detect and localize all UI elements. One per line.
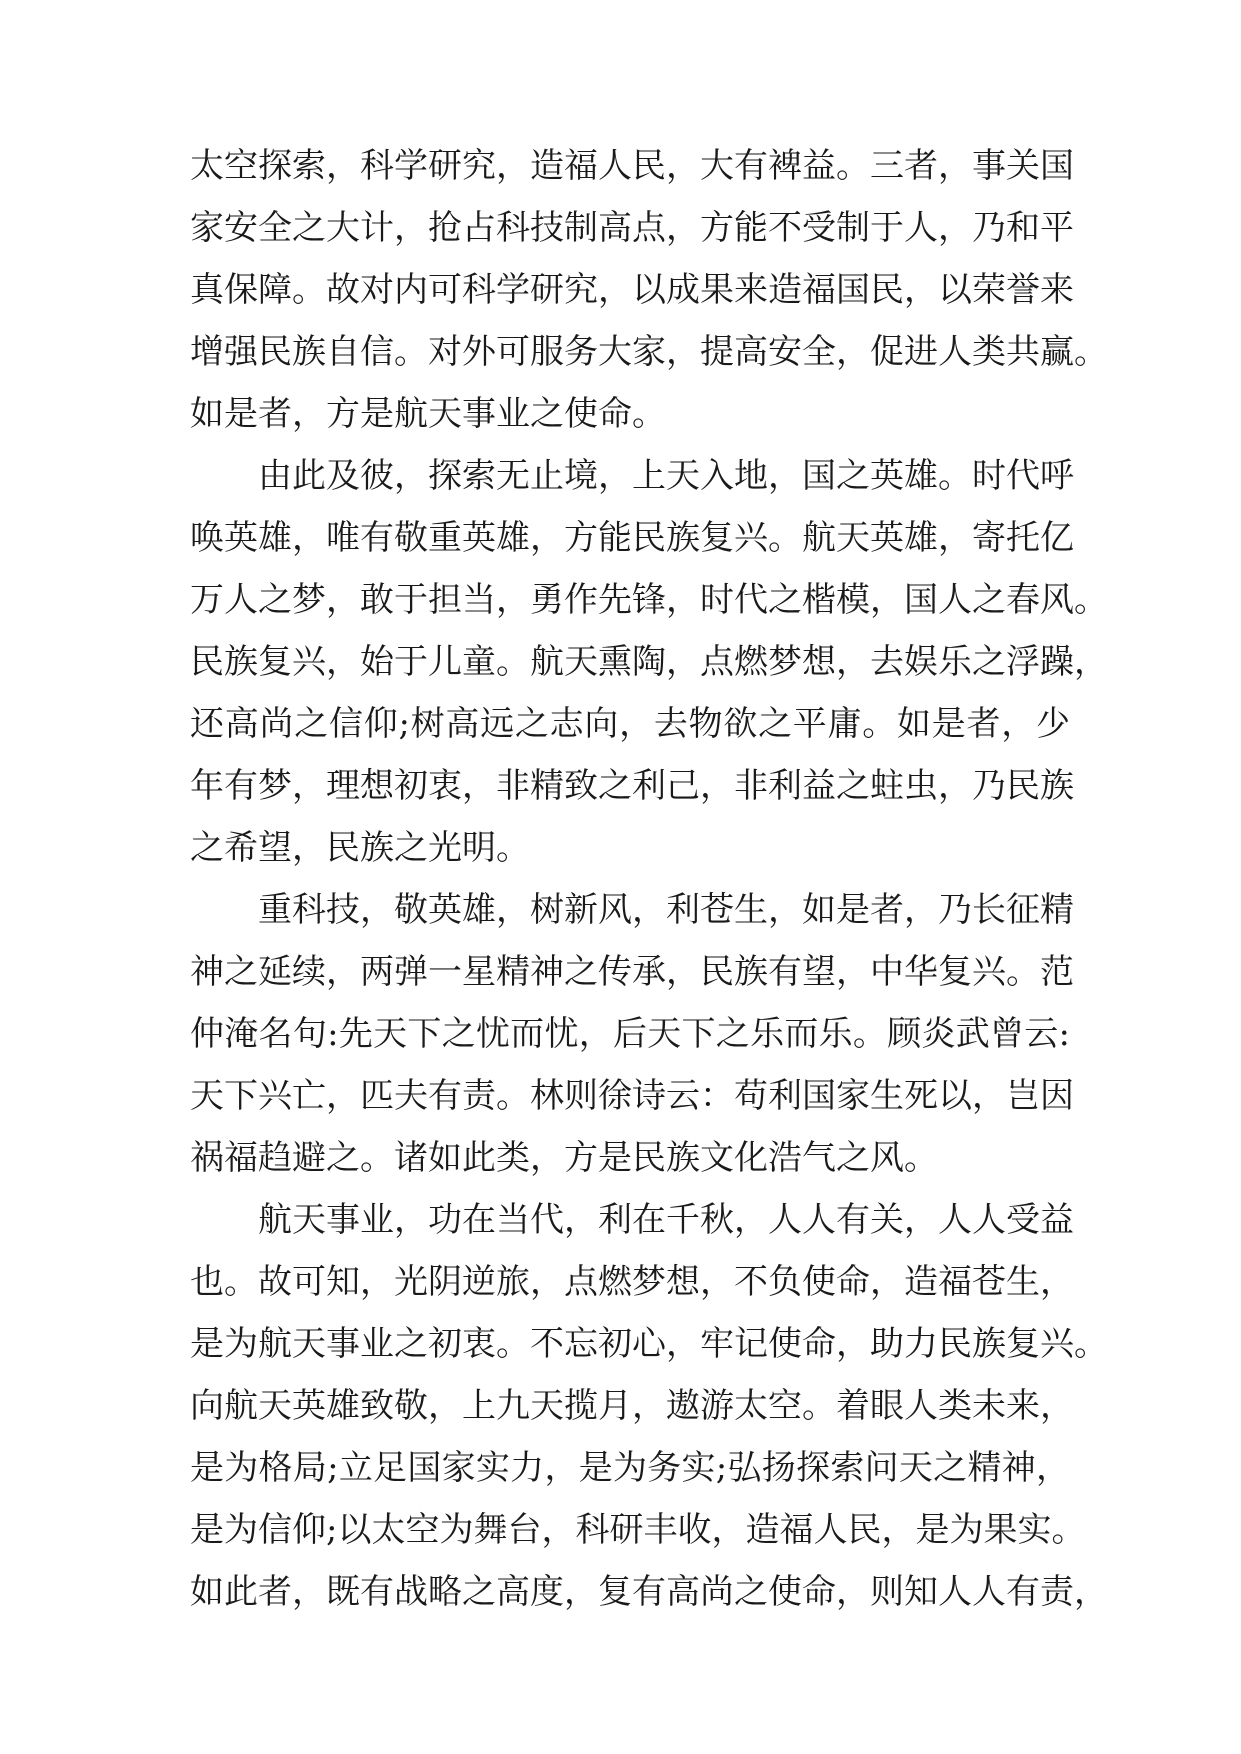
text-line: 之希望，民族之光明。 [190, 828, 530, 868]
text-line: 民族复兴，始于儿童。航天熏陶，点燃梦想，去娱乐之浮躁， [190, 642, 1108, 682]
text-line: 向航天英雄致敬，上九天揽月，遨游太空。着眼人类未来， [190, 1386, 1074, 1426]
text-line: 神之延续，两弹一星精神之传承，民族有望，中华复兴。范 [190, 952, 1074, 992]
paragraph-first-line: 航天事业，功在当代，利在千秋，人人有关，人人受益 [258, 1200, 1074, 1240]
text-line: 真保障。故对内可科学研究，以成果来造福国民，以荣誉来 [190, 270, 1074, 310]
text-line: 仲淹名句:先天下之忧而忧，后天下之乐而乐。顾炎武曾云: [190, 1014, 1070, 1054]
text-line: 增强民族自信。对外可服务大家，提高安全，促进人类共赢。 [190, 332, 1108, 372]
text-line: 是为格局;立足国家实力，是为务实;弘扬探索问天之精神， [190, 1448, 1070, 1488]
text-line: 年有梦，理想初衷，非精致之利己，非利益之蛀虫，乃民族 [190, 766, 1074, 806]
text-line: 是为信仰;以太空为舞台，科研丰收，造福人民，是为果实。 [190, 1510, 1086, 1550]
text-line: 太空探索，科学研究，造福人民，大有裨益。三者，事关国 [190, 146, 1074, 186]
text-line: 如此者，既有战略之高度，复有高尚之使命，则知人人有责， [190, 1572, 1108, 1612]
text-line: 唤英雄，唯有敬重英雄，方能民族复兴。航天英雄，寄托亿 [190, 518, 1074, 558]
text-line: 天下兴亡，匹夫有责。林则徐诗云：苟利国家生死以，岂因 [190, 1076, 1074, 1116]
text-line: 祸福趋避之。诸如此类，方是民族文化浩气之风。 [190, 1138, 938, 1178]
text-line: 如是者，方是航天事业之使命。 [190, 394, 666, 434]
text-line: 也。故可知，光阴逆旅，点燃梦想，不负使命，造福苍生， [190, 1262, 1074, 1302]
paragraph-first-line: 由此及彼，探索无止境，上天入地，国之英雄。时代呼 [258, 456, 1074, 496]
text-line: 万人之梦，敢于担当，勇作先锋，时代之楷模，国人之春风。 [190, 580, 1108, 620]
text-line: 是为航天事业之初衷。不忘初心，牢记使命，助力民族复兴。 [190, 1324, 1108, 1364]
paragraph-first-line: 重科技，敬英雄，树新风，利苍生，如是者，乃长征精 [258, 890, 1074, 930]
text-line: 还高尚之信仰;树高远之志向，去物欲之平庸。如是者，少 [190, 704, 1071, 744]
text-line: 家安全之大计，抢占科技制高点，方能不受制于人，乃和平 [190, 208, 1074, 248]
